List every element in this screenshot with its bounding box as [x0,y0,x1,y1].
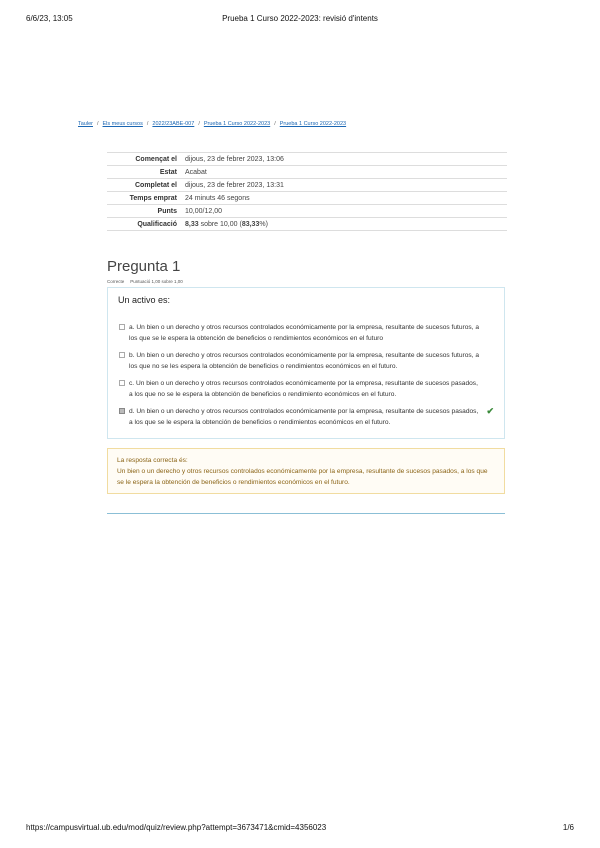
summary-row-completed [107,179,507,192]
breadcrumb-link-course[interactable]: 2022/23ABE-007 [152,121,195,127]
grade-value: 8,33 [185,220,199,228]
question-text: Un activo es: [118,295,171,305]
answer-option-a[interactable] [119,322,494,344]
summary-key: Punts [107,205,183,218]
answer-option-b[interactable] [119,350,494,372]
print-header [26,14,574,26]
breadcrumb-link-quiz[interactable]: Prueba 1 Curso 2022-2023 [279,121,347,127]
answer-option-d[interactable] [119,406,494,428]
summary-key: Temps emprat [107,192,183,205]
question-status: Correcte [107,279,125,284]
print-title: Prueba 1 Curso 2022-2023: revisió d'intents [222,14,378,23]
summary-value: dijous, 23 de febrer 2023, 13:06 [183,153,507,166]
correct-check-icon: ✔ [486,406,494,416]
answer-option-c[interactable] [119,378,494,400]
question-score: Puntuació 1,00 sobre 1,00 [130,279,183,284]
question-info [107,279,189,284]
grade-percent: 83,33 [241,220,260,228]
summary-key: Qualificació [107,218,183,231]
attempt-summary-table [107,152,507,231]
summary-row-time-taken [107,192,507,205]
print-footer [26,823,574,835]
answer-checkbox[interactable] [119,352,125,358]
breadcrumb-link-dashboard[interactable]: Tauler [78,121,93,127]
breadcrumb-link-quiz-section[interactable]: Prueba 1 Curso 2022-2023 [203,121,271,127]
summary-key: Començat el [107,153,183,166]
summary-value: 8,33 sobre 10,00 (83,33%) [183,218,507,231]
summary-row-grade [107,218,507,231]
summary-key: Estat [107,166,183,179]
print-timestamp: 6/6/23, 13:05 [26,14,73,23]
answer-text: c. Un bien o un derecho y otros recursos controlados económicamente por la empresa, resultante de sucesos pasados, a los que no se le espera la obtención de beneficios o rendimiento económicos en el futuro. [129,380,478,398]
question-box [107,287,505,439]
print-page-number: 1/6 [562,823,574,832]
summary-value: 24 minuts 46 segons [183,192,507,205]
summary-row-marks [107,205,507,218]
question-title: Pregunta 1 [107,258,181,275]
correct-answer-feedback [107,448,505,494]
summary-key: Completat el [107,179,183,192]
print-url: https://campusvirtual.ub.edu/mod/quiz/review.php?attempt=3673471&cmid=4356023 [26,823,327,832]
breadcrumb-link-my-courses[interactable]: Els meus cursos [102,121,143,127]
feedback-label: La resposta correcta és: [117,457,188,464]
feedback-text: Un bien o un derecho y otros recursos controlados económicamente por la empresa, resultante de sucesos pasados, a los que se le espera la obtención de beneficios o rendimientos económicos en el futuro. [117,468,488,486]
answer-text: b. Un bien o un derecho y otros recursos controlados económicamente por la empresa, resultante de sucesos futuros, a los que no se les espera la obtención de beneficios o rendimientos económicos en el futuro. [129,352,480,370]
answer-checkbox[interactable] [119,324,125,330]
breadcrumb: Tauler / Els meus cursos / 2022/23ABE-007 / Prueba 1 Curso 2022-2023 / Prueba 1 Curso 2022-2023 [78,121,347,127]
summary-value: dijous, 23 de febrer 2023, 13:31 [183,179,507,192]
summary-row-started [107,153,507,166]
answer-text: a. Un bien o un derecho y otros recursos controlados económicamente por la empresa, resultante de sucesos futuros, a los que se le espera la obtención de beneficios o rendimientos económicos en el futuro [129,324,480,342]
summary-value: Acabat [183,166,507,179]
summary-value: 10,00/12,00 [183,205,507,218]
answer-text: d. Un bien o un derecho y otros recursos controlados económicamente por la empresa, resultante de sucesos pasados, a los que se le espera la obtención de beneficios o rendimientos económicos en el futuro. [129,408,479,426]
answer-checkbox[interactable] [119,380,125,386]
summary-row-state [107,166,507,179]
section-divider [107,513,505,514]
answer-checkbox-selected[interactable] [119,408,125,414]
